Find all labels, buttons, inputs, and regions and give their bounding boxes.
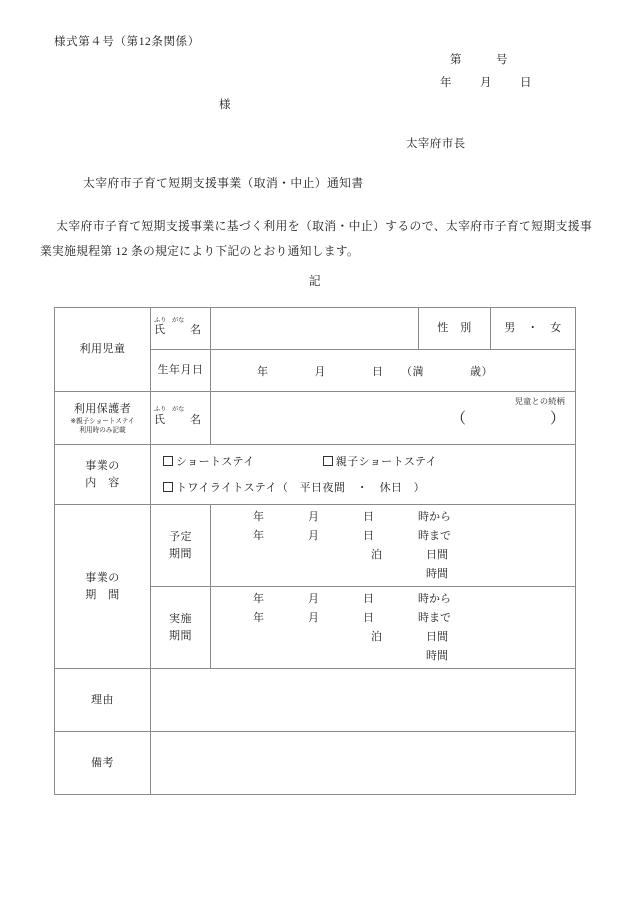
actual-label-line2: 期間 <box>169 629 192 642</box>
service-label-line2: 内 容 <box>85 476 120 489</box>
period-label-line1: 事業の <box>85 571 120 584</box>
relation-paren-close: ） <box>549 411 565 427</box>
cell-planned-period-label <box>151 505 211 587</box>
service-label-line1: 事業の <box>85 459 120 472</box>
table-row-remarks <box>55 732 576 795</box>
child-ruby-furi: ふり <box>154 316 167 324</box>
cell-child-gender-label <box>419 308 491 350</box>
child-gender-options-text: 男 ・ 女 <box>504 322 562 334</box>
document-number-unit: 号 <box>496 54 508 66</box>
relation-paren-open: （ <box>450 411 466 427</box>
cell-child-name-label <box>151 308 211 350</box>
period-label-line2: 期 間 <box>85 588 120 601</box>
checkbox-icon[interactable] <box>163 456 173 466</box>
notification-detail-table <box>54 307 576 795</box>
checkbox-parent-child-short-stay[interactable] <box>323 456 437 468</box>
planned-line-1: 年 月 日 時から <box>253 510 451 523</box>
cell-service-label <box>55 445 151 505</box>
service-option-2-label: 親子ショートステイ <box>335 455 438 468</box>
ki-marker: 記 <box>308 274 322 288</box>
remarks-label-text: 備考 <box>91 756 114 769</box>
cell-remarks-label <box>55 732 151 795</box>
planned-label-line2: 期間 <box>169 547 192 560</box>
actual-line-4: 時間 <box>426 649 448 662</box>
checkbox-short-stay[interactable] <box>163 456 254 468</box>
cell-guardian-label <box>55 392 151 445</box>
table-row-guardian <box>55 392 576 445</box>
date-year-label: 年 <box>440 77 452 89</box>
child-birth-label-text: 生年月日 <box>157 364 204 376</box>
guardian-ruby-gana: がな <box>172 406 185 414</box>
child-name-ruby-group <box>153 318 208 336</box>
child-gender-label-text: 性 別 <box>437 322 472 334</box>
cell-planned-period-value[interactable] <box>211 505 576 587</box>
child-name-label-text: 氏 名 <box>154 324 208 337</box>
table-row-reason <box>55 669 576 732</box>
planned-line-4: 時間 <box>426 567 448 580</box>
table-row-planned-period <box>55 505 576 587</box>
service-option-1-label: ショートステイ <box>176 455 255 468</box>
cell-child-gender-value[interactable] <box>491 308 576 350</box>
reason-label-text: 理由 <box>91 693 114 706</box>
guardian-relation-value[interactable] <box>451 407 565 428</box>
checkbox-twilight-stay[interactable] <box>163 482 425 494</box>
actual-line-1: 年 月 日 時から <box>253 592 451 605</box>
guardian-name-ruby <box>153 407 208 413</box>
cell-guardian-name-value[interactable] <box>211 392 576 445</box>
cell-guardian-name-label <box>151 392 211 445</box>
actual-line-3: 泊 日間 <box>371 630 448 643</box>
cell-reason-label <box>55 669 151 732</box>
planned-line-2: 年 月 日 時まで <box>253 529 451 542</box>
guardian-ruby-furi: ふり <box>154 406 167 414</box>
cell-reason-value[interactable] <box>151 669 576 732</box>
cell-service-options <box>151 445 576 505</box>
service-option-3-label: トワイライトステイ（ 平日夜間 ・ 休日 ） <box>176 481 426 494</box>
document-body-text: 太宰府市子育て短期支援事業に基づく利用を（取消・中止）するので、太宰府市子育て短期支援事業実施規程第 12 条の規定により下記のとおり通知します。 <box>40 219 592 258</box>
guardian-name-label-text: 氏 名 <box>154 413 208 426</box>
child-label-text: 利用児童 <box>79 343 126 355</box>
document-date-line <box>440 74 532 90</box>
document-number-label: 第 <box>450 54 462 66</box>
cell-child-label <box>55 308 151 392</box>
issuer-name: 太宰府市長 <box>406 138 466 150</box>
cell-child-birth-label <box>151 350 211 392</box>
cell-remarks-value[interactable] <box>151 732 576 795</box>
cell-actual-period-value[interactable] <box>211 587 576 669</box>
service-option-row-2 <box>163 475 575 501</box>
cell-period-label <box>55 505 151 669</box>
planned-line-3: 泊 日間 <box>371 548 448 561</box>
planned-label-line1: 予定 <box>169 530 192 543</box>
document-body <box>40 214 592 264</box>
service-option-row-1 <box>163 449 575 475</box>
guardian-note-line2: 利用時のみ記載 <box>79 426 126 434</box>
date-day-label: 日 <box>520 77 532 89</box>
child-birth-line-text: 年 月 日 （満 歳） <box>257 365 493 378</box>
cell-child-birth-value[interactable] <box>211 350 576 392</box>
actual-label-line1: 実施 <box>169 612 192 625</box>
guardian-name-ruby-group <box>153 407 208 425</box>
document-number-line <box>450 51 508 67</box>
date-month-label: 月 <box>480 77 492 89</box>
checkbox-icon[interactable] <box>163 482 173 492</box>
addressee-honorific: 様 <box>219 99 231 111</box>
form-number: 様式第４号（第12条関係） <box>54 36 200 48</box>
table-row-service-content <box>55 445 576 505</box>
table-row-child-name <box>55 308 576 350</box>
checkbox-icon[interactable] <box>323 456 333 466</box>
guardian-relation-label: 児童との続柄 <box>514 397 565 406</box>
guardian-label-text: 利用保護者 <box>73 403 132 415</box>
guardian-note-line1: ※親子ショートステイ <box>70 418 135 425</box>
cell-child-name-value[interactable] <box>211 308 419 350</box>
cell-actual-period-label <box>151 587 211 669</box>
child-ruby-gana: がな <box>172 316 185 324</box>
actual-line-2: 年 月 日 時まで <box>253 611 451 624</box>
document-title: 太宰府市子育て短期支援事業（取消・中止）通知書 <box>83 176 364 190</box>
